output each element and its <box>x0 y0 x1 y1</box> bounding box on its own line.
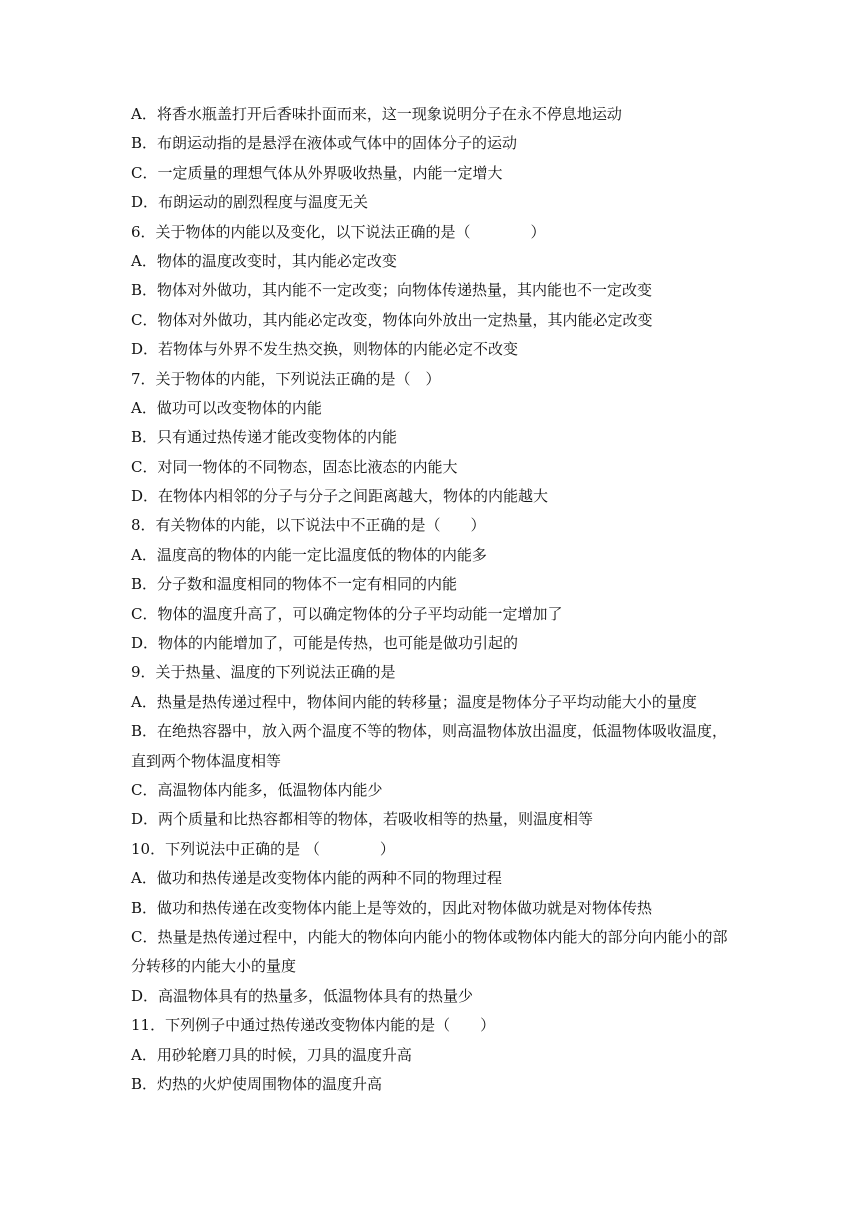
option-6d: D．若物体与外界不发生热交换，则物体的内能必定不改变 <box>131 340 519 359</box>
option-5d: D．布朗运动的剧烈程度与温度无关 <box>131 193 369 212</box>
option-9b: B．在绝热容器中，放入两个温度不等的物体，则高温物体放出温度，低温物体吸收温度， <box>131 722 728 741</box>
option-9a: A．热量是热传递过程中，物体间内能的转移量；温度是物体分子平均动能大小的量度 <box>131 692 697 711</box>
option-7a: A．做功可以改变物体的内能 <box>131 398 322 417</box>
option-9d: D．两个质量和比热容都相等的物体，若吸收相等的热量，则温度相等 <box>131 810 594 829</box>
option-11a: A．用砂轮磨刀具的时候，刀具的温度升高 <box>131 1045 412 1064</box>
option-8c: C．物体的温度升高了，可以确定物体的分子平均动能一定增加了 <box>131 604 563 623</box>
option-7b: B．只有通过热传递才能改变物体的内能 <box>131 428 398 447</box>
option-5a: A．将香水瓶盖打开后香味扑面而来，这一现象说明分子在永不停息地运动 <box>131 105 622 123</box>
option-8b: B．分子数和温度相同的物体不一定有相同的内能 <box>131 575 458 594</box>
option-9c: C．高温物体内能多，低温物体内能少 <box>131 780 383 799</box>
option-11b: B．灼热的火炉使周围物体的温度升高 <box>131 1074 383 1093</box>
option-8d: D．物体的内能增加了，可能是传热，也可能是做功引起的 <box>131 634 519 653</box>
option-5c: C．一定质量的理想气体从外界吸收热量，内能一定增大 <box>131 163 503 182</box>
option-10b: B．做功和热传递在改变物体内能上是等效的，因此对物体做功就是对物体传热 <box>131 898 653 917</box>
option-10c-continued: 分转移的内能大小的量度 <box>131 957 297 976</box>
option-5b: B．布朗运动指的是悬浮在液体或气体中的固体分子的运动 <box>131 134 518 153</box>
question-text-block <box>131 100 741 1099</box>
question-8: 8．有关物体的内能，以下说法中不正确的是（ ） <box>131 516 486 535</box>
question-7: 7．关于物体的内能，下列说法正确的是（ ） <box>131 369 441 388</box>
option-7c: C．对同一物体的不同物态，固态比液态的内能大 <box>131 457 458 476</box>
option-6a: A．物体的温度改变时，其内能必定改变 <box>131 251 397 270</box>
question-9: 9．关于热量、温度的下列说法正确的是 <box>131 663 396 682</box>
option-6b: B．物体对外做功，其内能不一定改变；向物体传递热量，其内能也不一定改变 <box>131 281 653 300</box>
option-6c: C．物体对外做功，其内能必定改变，物体向外放出一定热量，其内能必定改变 <box>131 310 653 329</box>
option-10a: A．做功和热传递是改变物体内能的两种不同的物理过程 <box>131 869 502 888</box>
option-8a: A．温度高的物体的内能一定比温度低的物体的内能多 <box>131 545 487 564</box>
question-6: 6．关于物体的内能以及变化，以下说法正确的是（ ） <box>131 222 546 241</box>
option-10d: D．高温物体具有的热量多，低温物体具有的热量少 <box>131 986 474 1005</box>
option-7d: D．在物体内相邻的分子与分子之间距离越大，物体的内能越大 <box>131 487 549 506</box>
question-10: 10．下列说法中正确的是 （ ） <box>131 839 395 858</box>
option-9b-continued: 直到两个物体温度相等 <box>131 751 282 770</box>
question-11: 11．下列例子中通过热传递改变物体内能的是（ ） <box>131 1016 496 1035</box>
option-10c: C．热量是热传递过程中，内能大的物体向内能小的物体或物体内能大的部分向内能小的部 <box>131 927 728 946</box>
